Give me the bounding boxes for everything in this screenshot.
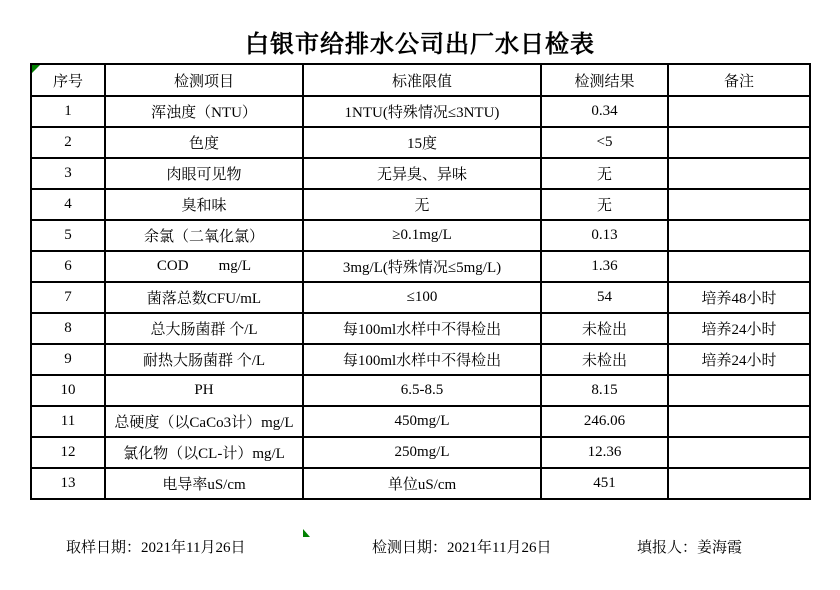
testing-date	[372, 536, 551, 557]
cell-remark	[668, 437, 810, 468]
cell-result: <5	[541, 127, 668, 158]
col-header-remark: 备注	[668, 64, 810, 96]
cell-index: 3	[31, 158, 105, 189]
cell-result: 12.36	[541, 437, 668, 468]
cell-item: 总大肠菌群 个/L	[105, 313, 303, 344]
testing-date-label: 检测日期：	[372, 540, 448, 556]
cell-index: 11	[31, 406, 105, 437]
cell-limit: ≥0.1mg/L	[303, 220, 541, 251]
cell-limit: 单位uS/cm	[303, 468, 541, 499]
cell-remark	[668, 220, 810, 251]
cell-item: 肉眼可见物	[105, 158, 303, 189]
cell-item: 电导率uS/cm	[105, 468, 303, 499]
table-row	[31, 158, 810, 189]
cell-result: 未检出	[541, 344, 668, 375]
footer	[0, 536, 840, 556]
cell-item: 余氯（二氧化氯）	[105, 220, 303, 251]
table-row	[31, 437, 810, 468]
table-row	[31, 251, 810, 282]
testing-date-value: 2021年11月26日	[447, 540, 552, 556]
cell-index: 6	[31, 251, 105, 282]
cell-remark	[668, 96, 810, 127]
cell-result: 8.15	[541, 375, 668, 406]
cell-item: 浑浊度（NTU）	[105, 96, 303, 127]
cell-remark	[668, 375, 810, 406]
cell-item: PH	[105, 375, 303, 406]
table-row	[31, 220, 810, 251]
cell-result: 无	[541, 158, 668, 189]
table-row	[31, 375, 810, 406]
col-header-result: 检测结果	[541, 64, 668, 96]
cell-remark: 培养24小时	[668, 344, 810, 375]
cell-remark	[668, 251, 810, 282]
cell-item: 臭和味	[105, 189, 303, 220]
cell-index: 2	[31, 127, 105, 158]
cell-index: 13	[31, 468, 105, 499]
header-row	[31, 64, 810, 96]
cell-remark	[668, 468, 810, 499]
cell-item: 菌落总数CFU/mL	[105, 282, 303, 313]
cell-result: 0.34	[541, 96, 668, 127]
cell-limit: ≤100	[303, 282, 541, 313]
cell-index: 12	[31, 437, 105, 468]
cell-index: 4	[31, 189, 105, 220]
table-row	[31, 344, 810, 375]
cell-index: 1	[31, 96, 105, 127]
cell-remark	[668, 127, 810, 158]
cell-result: 451	[541, 468, 668, 499]
cell-result: 246.06	[541, 406, 668, 437]
cell-limit: 每100ml水样中不得检出	[303, 313, 541, 344]
cell-limit: 6.5-8.5	[303, 375, 541, 406]
cell-limit: 每100ml水样中不得检出	[303, 344, 541, 375]
cell-limit: 250mg/L	[303, 437, 541, 468]
table-row	[31, 406, 810, 437]
cell-item: 氯化物（以CL-计）mg/L	[105, 437, 303, 468]
table-row	[31, 313, 810, 344]
cell-item: 耐热大肠菌群 个/L	[105, 344, 303, 375]
cell-remark	[668, 189, 810, 220]
cell-limit: 450mg/L	[303, 406, 541, 437]
cell-index: 7	[31, 282, 105, 313]
sampling-date	[66, 536, 245, 557]
cell-index: 5	[31, 220, 105, 251]
green-corner-marker-icon	[32, 65, 40, 73]
cell-result: 0.13	[541, 220, 668, 251]
col-header-item: 检测项目	[105, 64, 303, 96]
cell-item: 色度	[105, 127, 303, 158]
reporter-label: 填报人：	[637, 540, 698, 556]
cell-limit: 无异臭、异味	[303, 158, 541, 189]
cell-limit: 15度	[303, 127, 541, 158]
sampling-date-label: 取样日期：	[66, 540, 142, 556]
page-title: 白银市给排水公司出厂水日检表	[245, 31, 595, 58]
table-row	[31, 282, 810, 313]
cell-result: 1.36	[541, 251, 668, 282]
sampling-date-value: 2021年11月26日	[141, 540, 246, 556]
cell-index: 10	[31, 375, 105, 406]
reporter-value: 姜海霞	[697, 540, 743, 556]
cell-remark	[668, 406, 810, 437]
cell-result: 54	[541, 282, 668, 313]
inspection-table	[30, 63, 811, 500]
cell-index: 8	[31, 313, 105, 344]
cell-limit: 无	[303, 189, 541, 220]
cell-remark: 培养48小时	[668, 282, 810, 313]
cell-result: 未检出	[541, 313, 668, 344]
cell-limit: 3mg/L(特殊情况≤5mg/L)	[303, 251, 541, 282]
table-row	[31, 468, 810, 499]
cell-limit: 1NTU(特殊情况≤3NTU)	[303, 96, 541, 127]
cell-index: 9	[31, 344, 105, 375]
cell-item: COD mg/L	[105, 251, 303, 282]
table-row	[31, 96, 810, 127]
cell-remark	[668, 158, 810, 189]
cell-remark: 培养24小时	[668, 313, 810, 344]
table-row	[31, 127, 810, 158]
reporter	[637, 536, 742, 557]
col-header-limit: 标准限值	[303, 64, 541, 96]
cell-result: 无	[541, 189, 668, 220]
col-header-index: 序号	[31, 64, 105, 96]
cell-item: 总硬度（以CaCo3计）mg/L	[105, 406, 303, 437]
table-row	[31, 189, 810, 220]
